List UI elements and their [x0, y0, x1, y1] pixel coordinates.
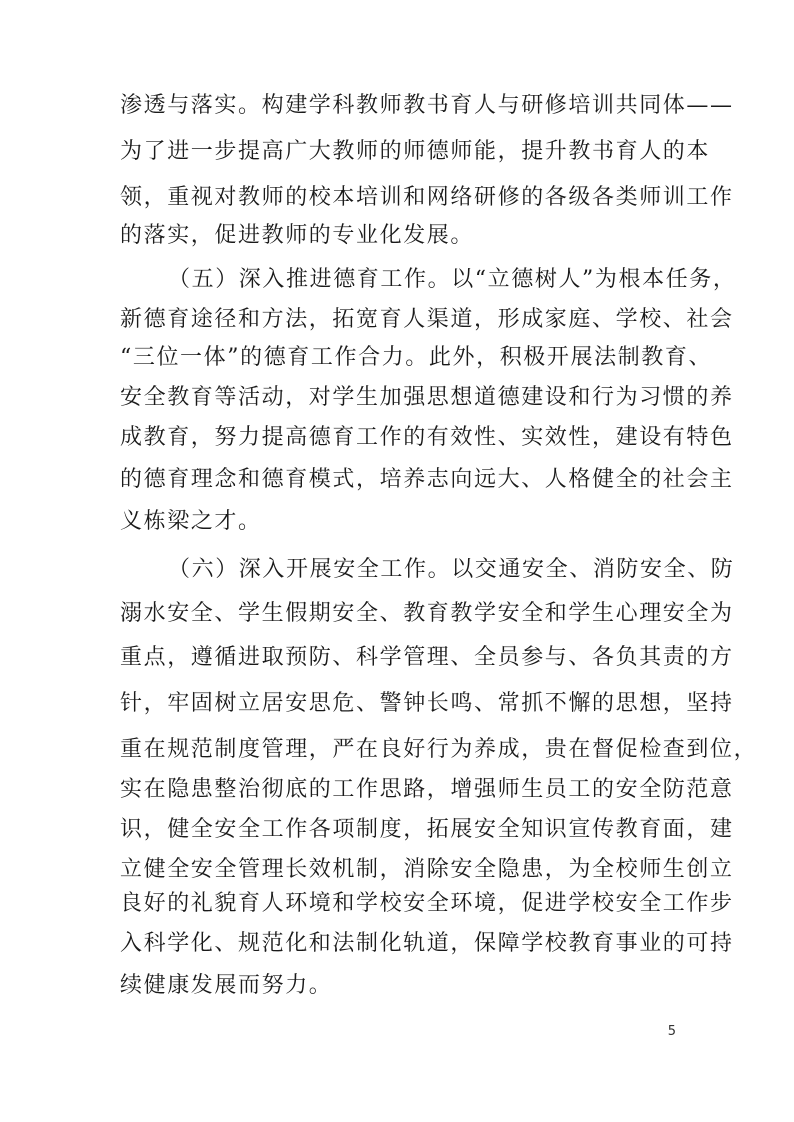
text-line: 义栋梁之才。	[120, 509, 262, 534]
text-line: 为了进一步提高广大教师的师德师能，提升教书育人的本	[120, 139, 711, 164]
text-line: 渗透与落实。构建学科教师教书育人与研修培训共同体——	[120, 93, 734, 118]
text-line: 重在规范制度管理，严在良好行为养成，贵在督促检查到位，	[120, 737, 758, 762]
text-line: 成教育，努力提高德育工作的有效性、实效性，建设有特色	[120, 425, 734, 450]
text-line: 新德育途径和方法，拓宽育人渠道，形成家庭、学校、社会	[120, 307, 734, 332]
text-line: “三位一体”的德育工作合力。此外，积极开展法制教育、	[120, 345, 713, 370]
text-line: 安全教育等活动，对学生加强思想道德建设和行为习惯的养	[120, 385, 734, 410]
text-line-paragraph-start: （五）深入推进德育工作。以“立德树人”为根本任务，	[168, 267, 737, 292]
text-line: 溺水安全、学生假期安全、教育教学安全和学生心理安全为	[120, 601, 734, 626]
text-line: 的落实，促进教师的专业化发展。	[120, 223, 475, 248]
text-line: 续健康发展而努力。	[120, 973, 333, 998]
text-line: 重点，遵循进取预防、科学管理、全员参与、各负其责的方	[120, 645, 734, 670]
text-line: 的德育理念和德育模式，培养志向远大、人格健全的社会主	[120, 467, 734, 492]
text-line: 识，健全安全工作各项制度，拓展安全知识宣传教育面，建	[120, 817, 734, 842]
text-line: 领，重视对教师的校本培训和网络研修的各级各类师训工作	[120, 185, 734, 210]
text-line: 入科学化、规范化和法制化轨道，保障学校教育事业的可持	[120, 931, 734, 956]
page-number: 5	[667, 1024, 676, 1039]
text-line: 针，牢固树立居安思危、警钟长鸣、常抓不懈的思想，坚持	[120, 691, 734, 716]
text-line: 立健全安全管理长效机制，消除安全隐患，为全校师生创立	[120, 857, 734, 882]
text-line: 良好的礼貌育人环境和学校安全环境，促进学校安全工作步	[120, 891, 734, 916]
text-line: 实在隐患整治彻底的工作思路，增强师生员工的安全防范意	[120, 777, 734, 802]
text-line-paragraph-start: （六）深入开展安全工作。以交通安全、消防安全、防	[168, 557, 735, 582]
